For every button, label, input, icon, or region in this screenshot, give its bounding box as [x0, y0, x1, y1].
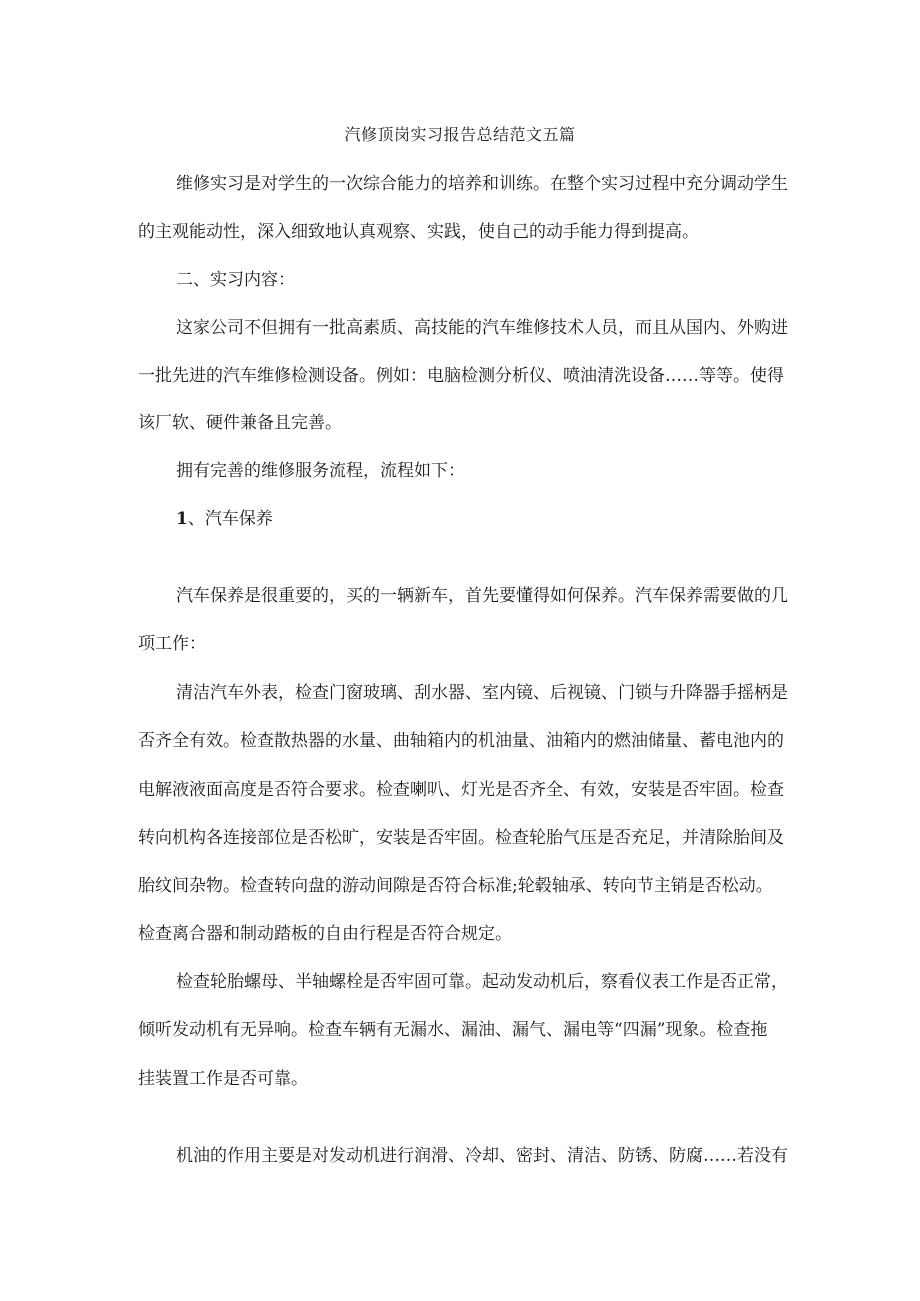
paragraph-line: 维修实习是对学生的一次综合能力的培养和训练。在整个实习过程中充分调动学生 [176, 174, 788, 194]
subheading-auto-maintenance [176, 507, 273, 531]
document-title: 汽修顶岗实习报告总结范文五篇 [344, 125, 576, 144]
paragraph-line: 胎纹间杂物。检查转向盘的游动间隙是否符合标准;轮毂轴承、转向节主销是否松动。 [138, 876, 773, 896]
paragraph-line: 项工作： [138, 634, 206, 654]
subheading-text: 、汽车保养 [187, 509, 273, 529]
paragraph-line: 一批先进的汽车维修检测设备。例如：电脑检测分析仪、喷油清洗设备……等等。使得 [138, 366, 784, 386]
paragraph-line: 汽车保养是很重要的，买的一辆新车，首先要懂得如何保养。汽车保养需要做的几 [176, 586, 788, 606]
paragraph-line: 清洁汽车外表，检查门窗玻璃、刮水器、室内镜、后视镜、门锁与升降器手摇柄是 [176, 683, 788, 703]
subheading-number: 1 [176, 509, 188, 529]
paragraph-line: 倾听发动机有无异响。检查车辆有无漏水、漏油、漏气、漏电等“四漏”现象。检查拖 [138, 1020, 768, 1040]
paragraph-line: 电解液液面高度是否符合要求。检查喇叭、灯光是否齐全、有效，安装是否牢固。检查 [138, 780, 784, 800]
paragraph-line: 的主观能动性，深入细致地认真观察、实践，使自己的动手能力得到提高。 [138, 222, 699, 242]
paragraph-line: 否齐全有效。检查散热器的水量、曲轴箱内的机油量、油箱内的燃油储量、蓄电池内的 [138, 731, 784, 751]
paragraph-line: 挂装置工作是否可靠。 [138, 1069, 308, 1089]
paragraph-line: 检查离合器和制动踏板的自由行程是否符合规定。 [138, 924, 512, 944]
paragraph-line: 转向机构各连接部位是否松旷，安装是否牢固。检查轮胎气压是否充足，并清除胎间及 [138, 828, 784, 848]
section-heading: 二、实习内容： [176, 270, 295, 290]
paragraph-line: 该厂软、硬件兼备且完善。 [138, 413, 342, 433]
paragraph-line: 机油的作用主要是对发动机进行润滑、冷却、密封、清洁、防锈、防腐……若没有 [176, 1146, 788, 1166]
paragraph-line: 拥有完善的维修服务流程，流程如下： [176, 461, 465, 481]
paragraph-line: 检查轮胎螺母、半轴螺栓是否牢固可靠。起动发动机后，察看仪表工作是否正常， [176, 972, 788, 992]
paragraph-line: 这家公司不但拥有一批高素质、高技能的汽车维修技术人员，而且从国内、外购进 [176, 318, 788, 338]
